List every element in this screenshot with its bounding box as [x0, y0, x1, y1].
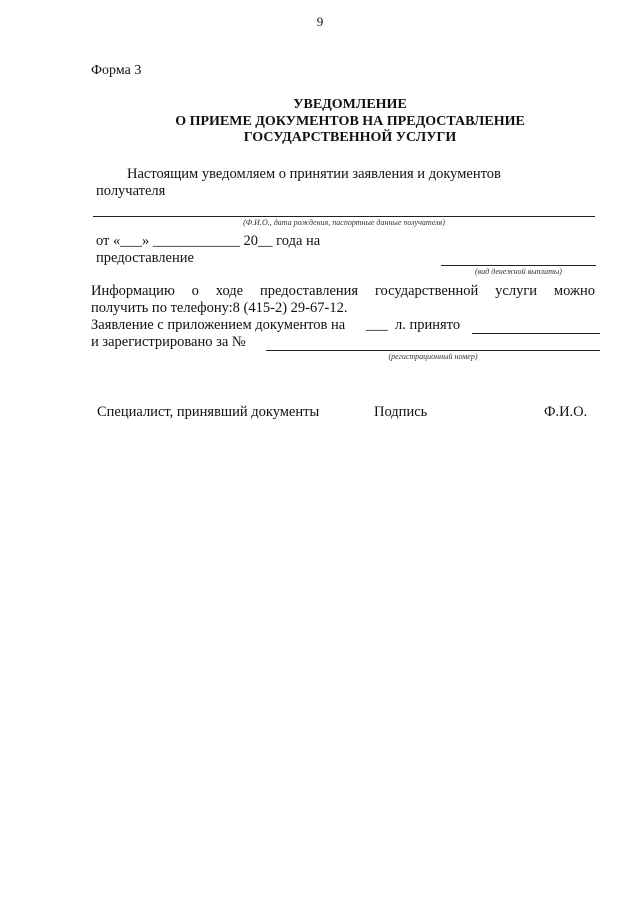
- fio-field-line: [93, 216, 595, 217]
- date-line: от «___» ____________ 20__ года на: [96, 233, 321, 249]
- page-number: 9: [316, 14, 324, 29]
- registration-text: и зарегистрировано за №: [91, 334, 246, 350]
- title-line-3: ГОСУДАРСТВЕННОЙ УСЛУГИ: [243, 130, 457, 145]
- application-text: Заявление с приложением документов на: [91, 317, 346, 333]
- provision-label: предоставление: [96, 250, 194, 266]
- fio-hint: (Ф.И.О., дата рождения, паспортные данные получателя): [243, 218, 445, 227]
- notice-line-1: Настоящим уведомляем о принятии заявления и документов: [127, 166, 501, 182]
- payment-type-hint: (вид денежной выплаты): [475, 267, 562, 276]
- fio-label: Ф.И.О.: [544, 404, 588, 420]
- info-line-1: Информацию о ходе предоставления государственной услуги можно: [91, 283, 595, 299]
- notice-line-2: получателя: [96, 183, 166, 199]
- title-line-2: О ПРИЕМЕ ДОКУМЕНТОВ НА ПРЕДОСТАВЛЕНИЕ: [175, 114, 525, 129]
- signature-label: Подпись: [374, 404, 428, 420]
- accepted-label: л. принято: [395, 317, 461, 333]
- registration-number-field-line: [266, 350, 600, 351]
- specialist-label: Специалист, принявший документы: [97, 404, 320, 420]
- payment-type-field-line: [441, 265, 596, 266]
- form-label: Форма 3: [91, 63, 142, 78]
- info-line-2: получить по телефону:8 (415-2) 29-67-12.: [91, 300, 348, 316]
- pages-blank: ___: [366, 317, 388, 333]
- accepted-field-line: [472, 333, 600, 334]
- title-line-1: УВЕДОМЛЕНИЕ: [293, 97, 407, 112]
- registration-number-hint: (регистрационный номер): [388, 352, 478, 361]
